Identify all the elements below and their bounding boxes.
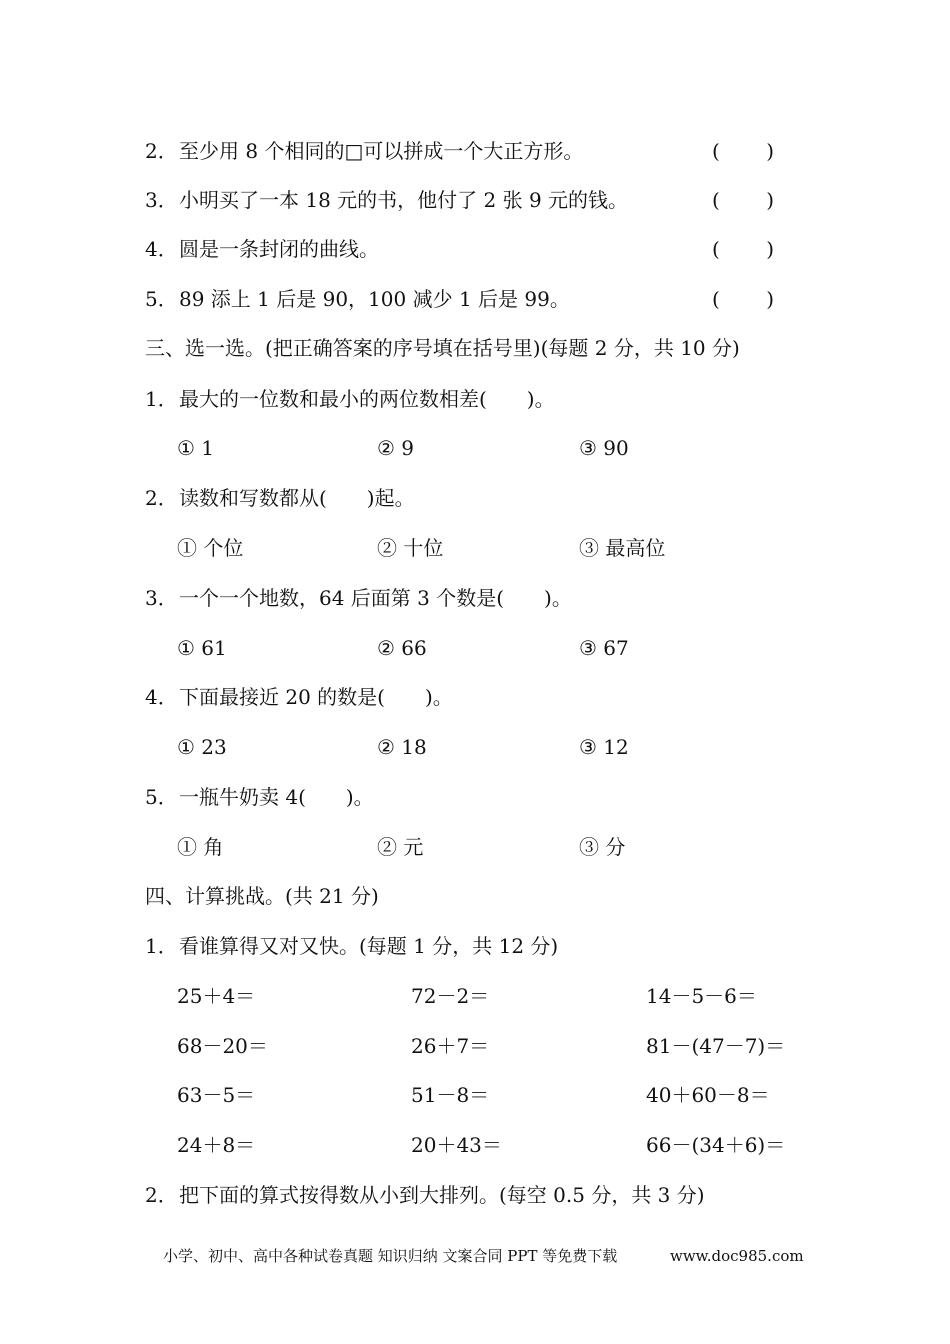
answer-parentheses[interactable]: ( )	[712, 237, 774, 261]
item-number: 1．	[145, 934, 178, 958]
calc-expression[interactable]: 40＋60－8＝	[646, 1083, 770, 1107]
item-number: 2．	[145, 139, 178, 163]
item-text: 看谁算得又对又快。(每题 1 分，共 12 分)	[179, 934, 559, 958]
option-3[interactable]: ③ 67	[579, 636, 629, 660]
option-1[interactable]: ① 角	[177, 835, 224, 859]
choice-question	[0, 583, 950, 613]
option-2[interactable]: ② 十位	[377, 536, 444, 560]
option-1[interactable]: ① 61	[177, 636, 227, 660]
calc-row	[0, 1031, 950, 1061]
section-title: 三、选一选。(把正确答案的序号填在括号里)(每题 2 分，共 10 分)	[145, 336, 740, 360]
option-3[interactable]: ③ 12	[579, 735, 629, 759]
option-2[interactable]: ② 18	[377, 735, 427, 759]
choice-options	[0, 533, 950, 563]
item-number: 3．	[145, 188, 178, 212]
calc-expression[interactable]: 81－(47－7)＝	[646, 1034, 786, 1058]
footer-text: 小学、初中、高中各种试卷真题 知识归纳 文案合同 PPT 等免费下载	[163, 1247, 618, 1265]
calc-expression[interactable]: 66－(34＋6)＝	[646, 1133, 786, 1157]
calc-expression[interactable]: 63－5＝	[177, 1083, 256, 1107]
section-heading	[0, 881, 950, 911]
calc-question	[0, 1180, 950, 1210]
item-number: 5．	[145, 287, 178, 311]
item-text: 小明买了一本 18 元的书，他付了 2 张 9 元的钱。	[179, 188, 629, 212]
calc-expression[interactable]: 26＋7＝	[411, 1034, 490, 1058]
item-text: 读数和写数都从( )起。	[179, 486, 415, 510]
choice-options	[0, 732, 950, 762]
calc-row	[0, 1080, 950, 1110]
item-number: 4．	[145, 685, 178, 709]
option-1[interactable]: ① 23	[177, 735, 227, 759]
option-3[interactable]: ③ 90	[579, 436, 629, 460]
choice-question	[0, 782, 950, 812]
calc-expression[interactable]: 68－20＝	[177, 1034, 268, 1058]
judge-item	[0, 136, 950, 166]
choice-options	[0, 832, 950, 862]
calc-expression[interactable]: 24＋8＝	[177, 1133, 256, 1157]
answer-parentheses[interactable]: ( )	[712, 139, 774, 163]
section-heading	[0, 333, 950, 363]
option-2[interactable]: ② 元	[377, 835, 424, 859]
item-text: 下面最接近 20 的数是( )。	[179, 685, 453, 709]
calc-row	[0, 1130, 950, 1160]
item-number: 3．	[145, 586, 178, 610]
answer-parentheses[interactable]: ( )	[712, 287, 774, 311]
footer-link[interactable]: www.doc985.com	[670, 1247, 804, 1265]
judge-item	[0, 185, 950, 215]
item-text: 圆是一条封闭的曲线。	[179, 237, 379, 261]
calc-expression[interactable]: 20＋43＝	[411, 1133, 502, 1157]
item-text: 把下面的算式按得数从小到大排列。(每空 0.5 分，共 3 分)	[179, 1183, 705, 1207]
item-number: 1．	[145, 387, 178, 411]
choice-question	[0, 682, 950, 712]
calc-row	[0, 981, 950, 1011]
item-number: 2．	[145, 1183, 178, 1207]
judge-item	[0, 234, 950, 264]
page-footer	[0, 1243, 950, 1269]
option-2[interactable]: ② 66	[377, 636, 427, 660]
item-text: 最大的一位数和最小的两位数相差( )。	[179, 387, 555, 411]
calc-question	[0, 931, 950, 961]
judge-item	[0, 284, 950, 314]
item-text: 89 添上 1 后是 90，100 减少 1 后是 99。	[179, 287, 570, 311]
calc-expression[interactable]: 25＋4＝	[177, 984, 256, 1008]
section-title: 四、计算挑战。(共 21 分)	[145, 884, 379, 908]
calc-expression[interactable]: 51－8＝	[411, 1083, 490, 1107]
choice-options	[0, 433, 950, 463]
item-text: 一瓶牛奶卖 4( )。	[179, 785, 374, 809]
choice-options	[0, 633, 950, 663]
calc-expression[interactable]: 14－5－6＝	[646, 984, 757, 1008]
item-number: 4．	[145, 237, 178, 261]
item-text: 一个一个地数，64 后面第 3 个数是( )。	[179, 586, 572, 610]
item-number: 5．	[145, 785, 178, 809]
option-1[interactable]: ① 个位	[177, 536, 244, 560]
item-text: 至少用 8 个相同的□可以拼成一个大正方形。	[179, 139, 584, 163]
option-2[interactable]: ② 9	[377, 436, 415, 460]
item-number: 2．	[145, 486, 178, 510]
option-3[interactable]: ③ 分	[579, 835, 626, 859]
answer-parentheses[interactable]: ( )	[712, 188, 774, 212]
choice-question	[0, 483, 950, 513]
option-1[interactable]: ① 1	[177, 436, 215, 460]
choice-question	[0, 384, 950, 414]
option-3[interactable]: ③ 最高位	[579, 536, 666, 560]
calc-expression[interactable]: 72－2＝	[411, 984, 490, 1008]
